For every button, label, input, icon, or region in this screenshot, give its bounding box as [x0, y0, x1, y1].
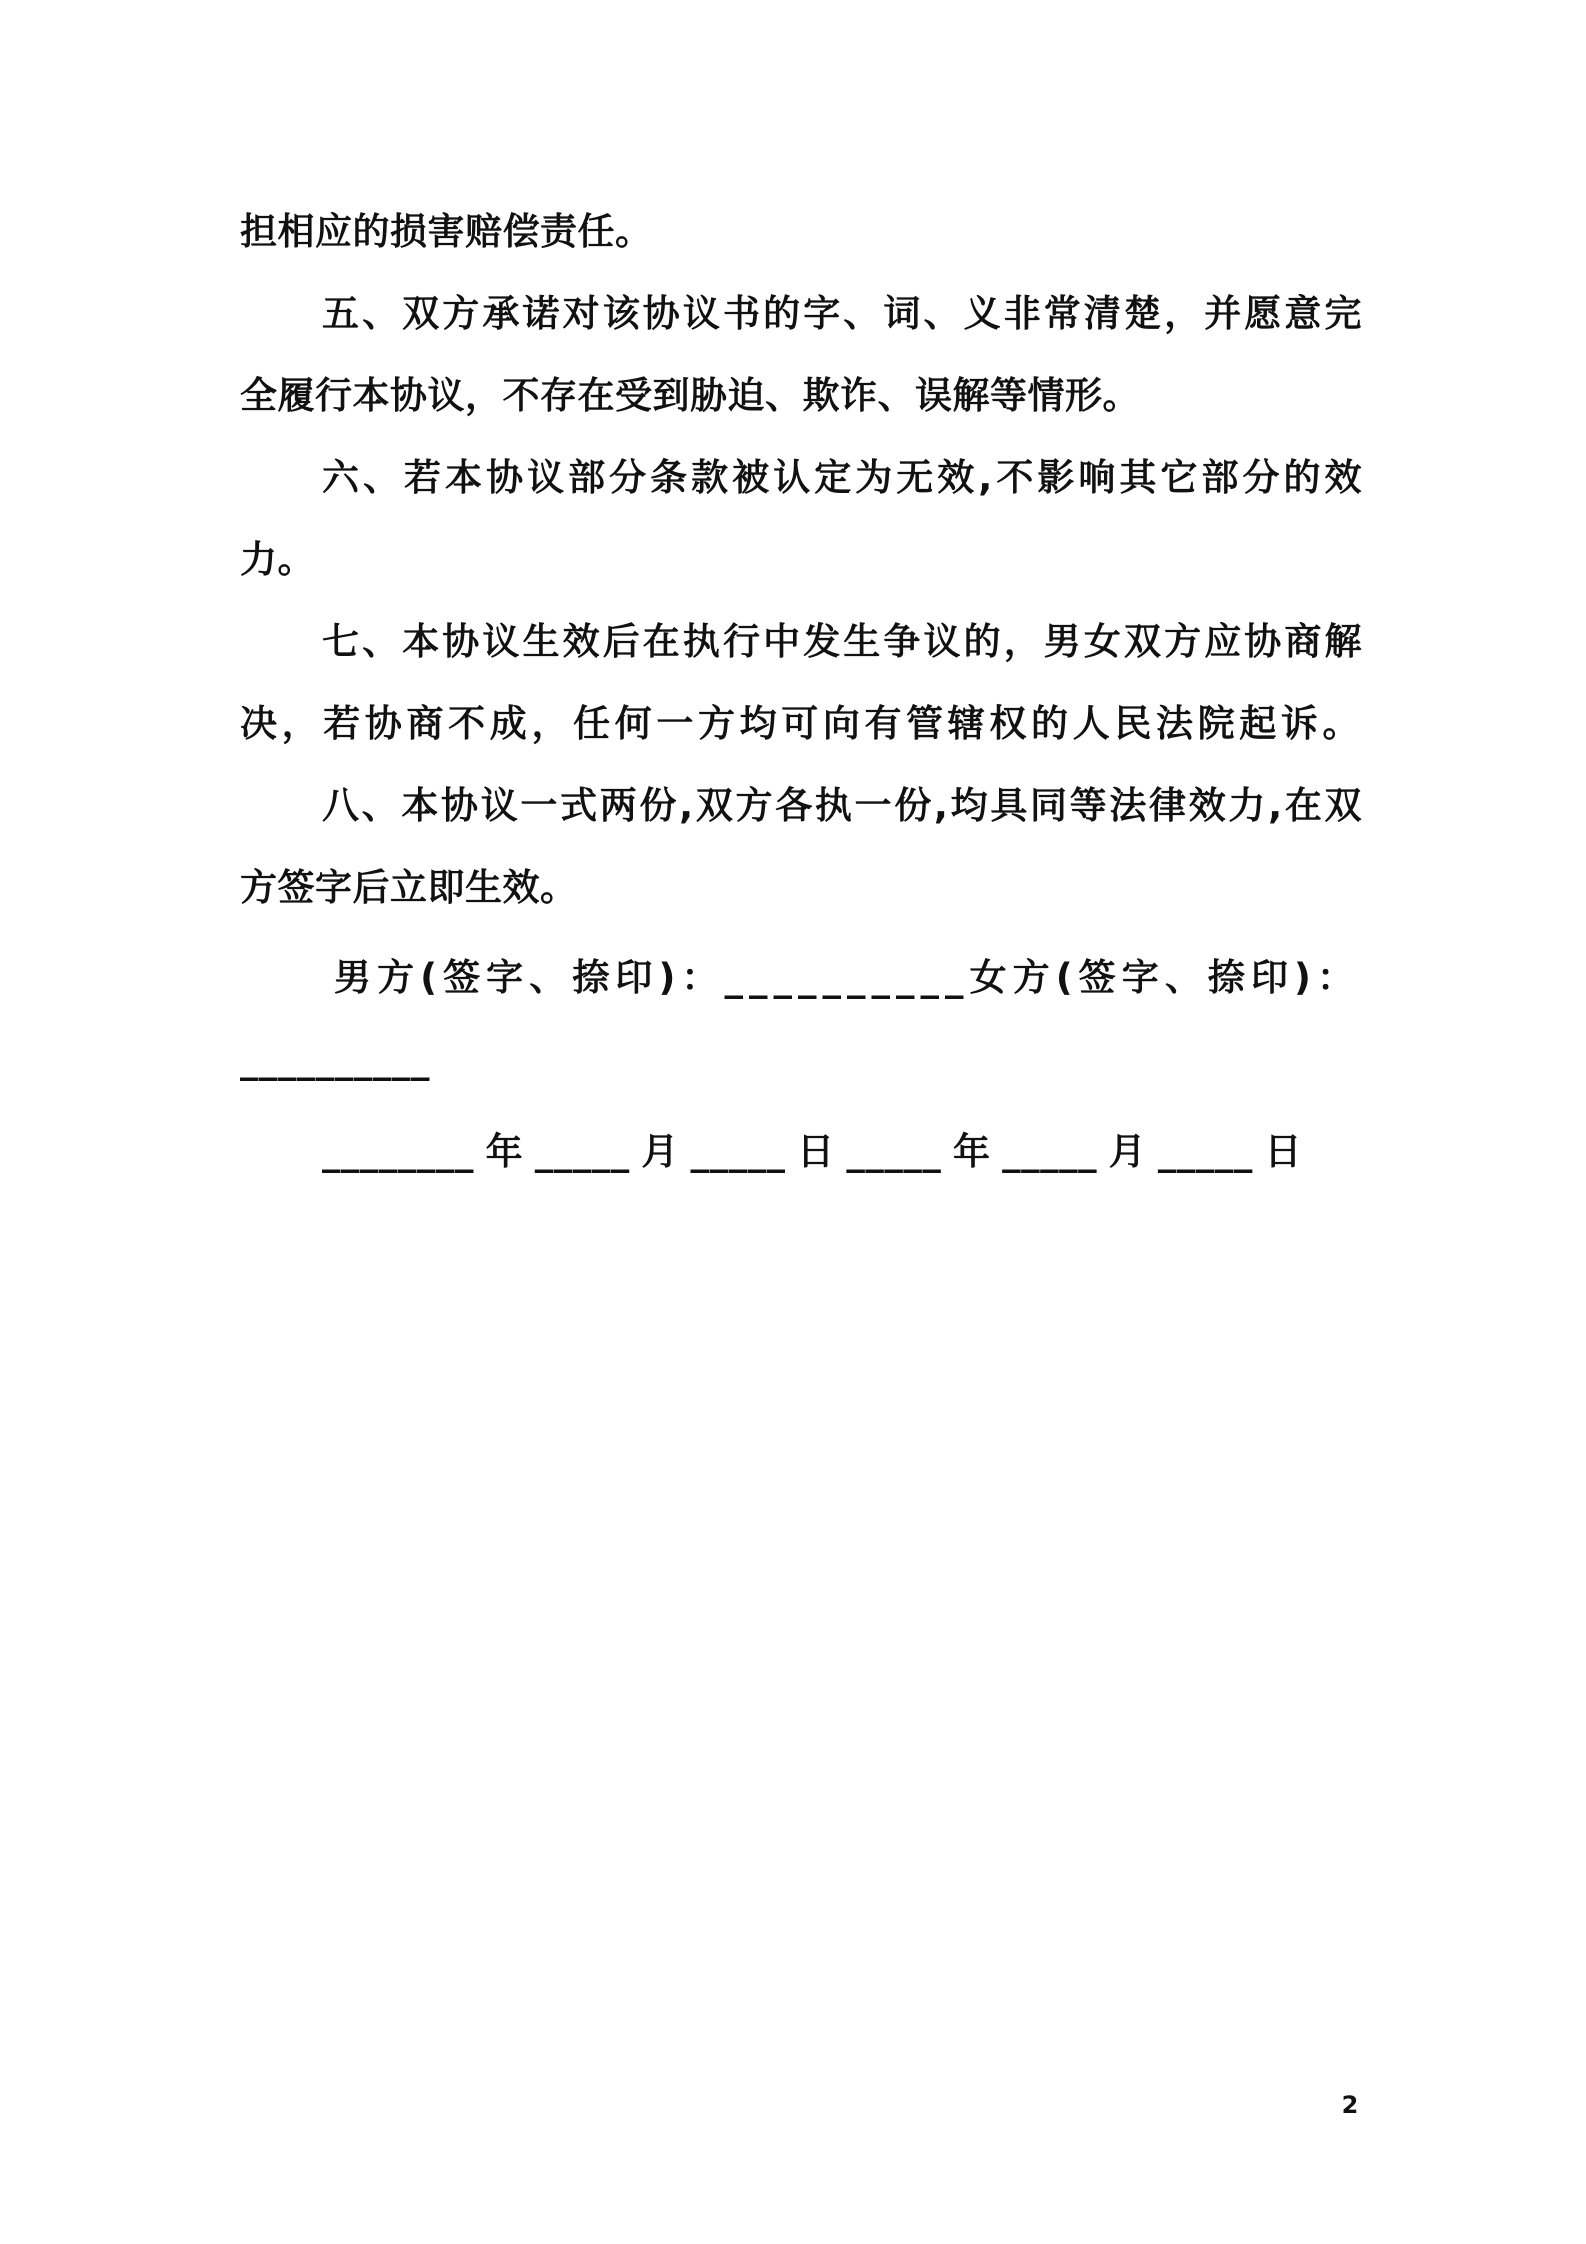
clause-8-line-1: 八、本协议一式两份,双方各执一份,均具同等法律效力,在双	[322, 784, 1362, 827]
clause-7-line-2: 决，若协商不成，任何一方均可向有管辖权的人民法院起诉。	[240, 702, 1360, 745]
clause-5-line-1: 五、双方承诺对该协议书的字、词、义非常清楚，并愿意完	[322, 292, 1362, 335]
clause-8-line-2: 方签字后立即生效。	[240, 866, 578, 909]
signature-continuation: __________	[240, 1038, 430, 1081]
date-line: ________年_____月_____日_____年_____月_____日	[322, 1130, 1302, 1173]
signature-line: 男方(签字、捺印)：__________女方(签字、捺印)：	[334, 956, 1360, 999]
page-number: 2	[1341, 2091, 1359, 2119]
clause-6-line-2: 力。	[240, 538, 315, 581]
text-line-1: 担相应的损害赔偿责任。	[240, 210, 653, 253]
clause-7-line-1: 七、本协议生效后在执行中发生争议的，男女双方应协商解	[322, 620, 1362, 663]
clause-5-line-2: 全履行本协议，不存在受到胁迫、欺诈、误解等情形。	[240, 374, 1140, 417]
clause-6-line-1: 六、若本协议部分条款被认定为无效,不影响其它部分的效	[322, 456, 1362, 499]
